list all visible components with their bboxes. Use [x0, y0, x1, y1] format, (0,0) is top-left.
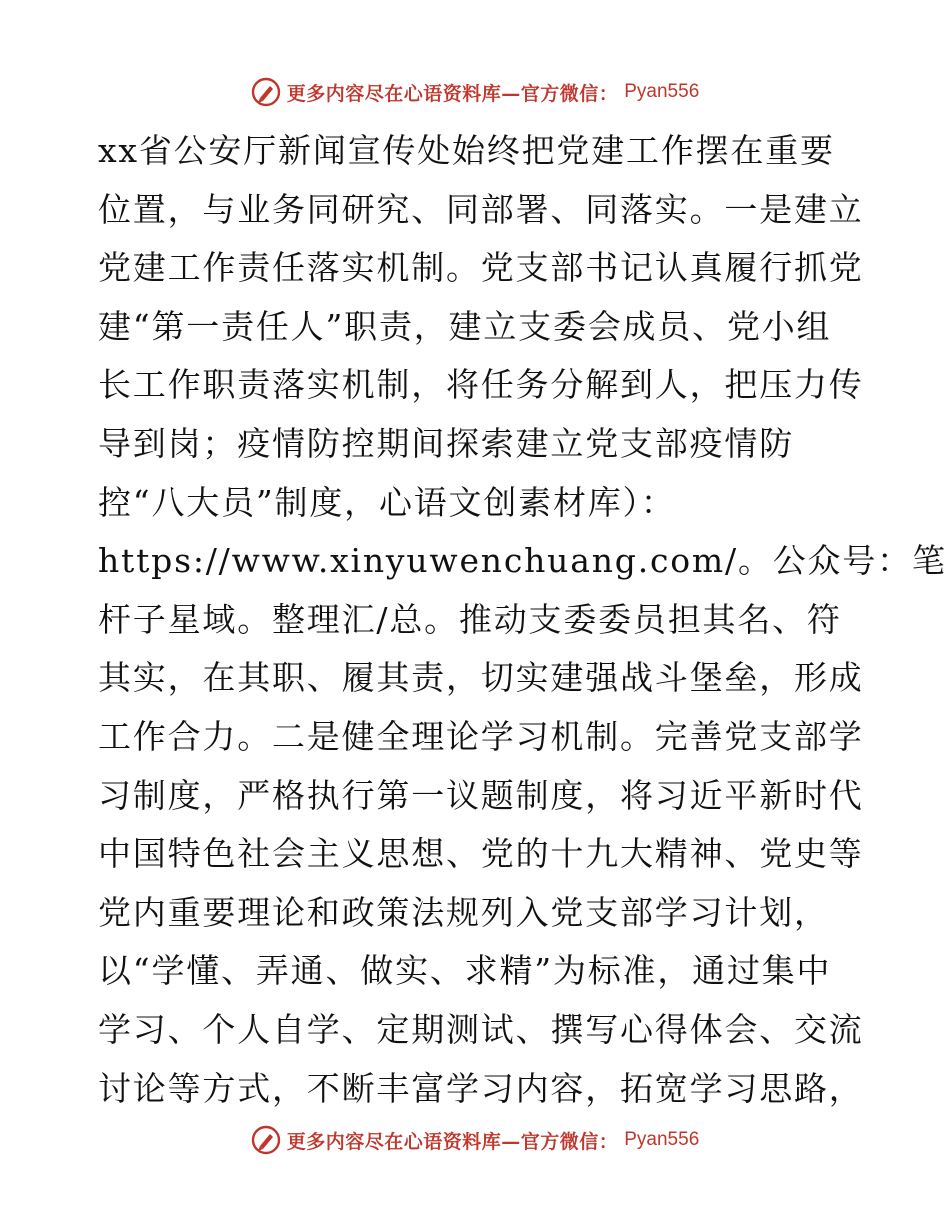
- header-banner-text: 更多内容尽在心语资料库—官方微信：: [286, 82, 619, 105]
- paragraph-line: 党内重要理论和政策法规列入党支部学习计划，: [98, 892, 829, 932]
- paragraph-line: 中国特色社会主义思想、党的十九大精神、党史等: [98, 834, 864, 874]
- header-banner: [0, 72, 950, 112]
- paragraph-line: 其实，在其职、履其责，切实建强战斗堡垒，形成: [98, 658, 864, 698]
- paragraph-line: 党建工作责任落实机制。党支部书记认真履行抓党: [98, 248, 864, 288]
- paragraph-line: 讨论等方式，不断丰富学习内容，拓宽学习思路，: [98, 1068, 864, 1108]
- paragraph-line: 建“第一责任人”职责，建立支委会成员、党小组: [98, 306, 832, 346]
- paragraph-line: 长工作职责落实机制，将任务分解到人，把压力传: [98, 365, 864, 405]
- document-body: [98, 122, 947, 1118]
- footer-wechat-id: Pyan556: [624, 1129, 700, 1150]
- pen-seal-logo-icon: [251, 1125, 281, 1155]
- paragraph-line: 以“学懂、弄通、做实、求精”为标准，通过集中: [98, 951, 832, 991]
- paragraph-line: 导到岗；疫情防控期间探索建立党支部疫情防: [98, 423, 794, 463]
- paragraph-line: 学习、个人自学、定期测试、撰写心得体会、交流: [98, 1009, 864, 1049]
- paragraph-line: 杆子星域。整理汇/总。推动支委委员担其名、符: [98, 599, 842, 639]
- paragraph-line: https://www.xinyuwenchuang.com/。公众号：笔: [98, 541, 947, 581]
- paragraph-line: 位置，与业务同研究、同部署、同落实。一是建立: [98, 189, 864, 229]
- footer-banner: [0, 1120, 950, 1160]
- pen-seal-logo-icon: [251, 77, 281, 107]
- footer-banner-text: 更多内容尽在心语资料库—官方微信：: [286, 1130, 619, 1153]
- paragraph-line: xx省公安厅新闻宣传处始终把党建工作摆在重要: [98, 131, 835, 170]
- paragraph-line: 工作合力。二是健全理论学习机制。完善党支部学: [98, 716, 864, 756]
- header-wechat-id: Pyan556: [624, 81, 700, 102]
- paragraph-line: 习制度，严格执行第一议题制度，将习近平新时代: [98, 775, 864, 815]
- paragraph-line: 控“八大员”制度，心语文创素材库）：: [98, 482, 676, 522]
